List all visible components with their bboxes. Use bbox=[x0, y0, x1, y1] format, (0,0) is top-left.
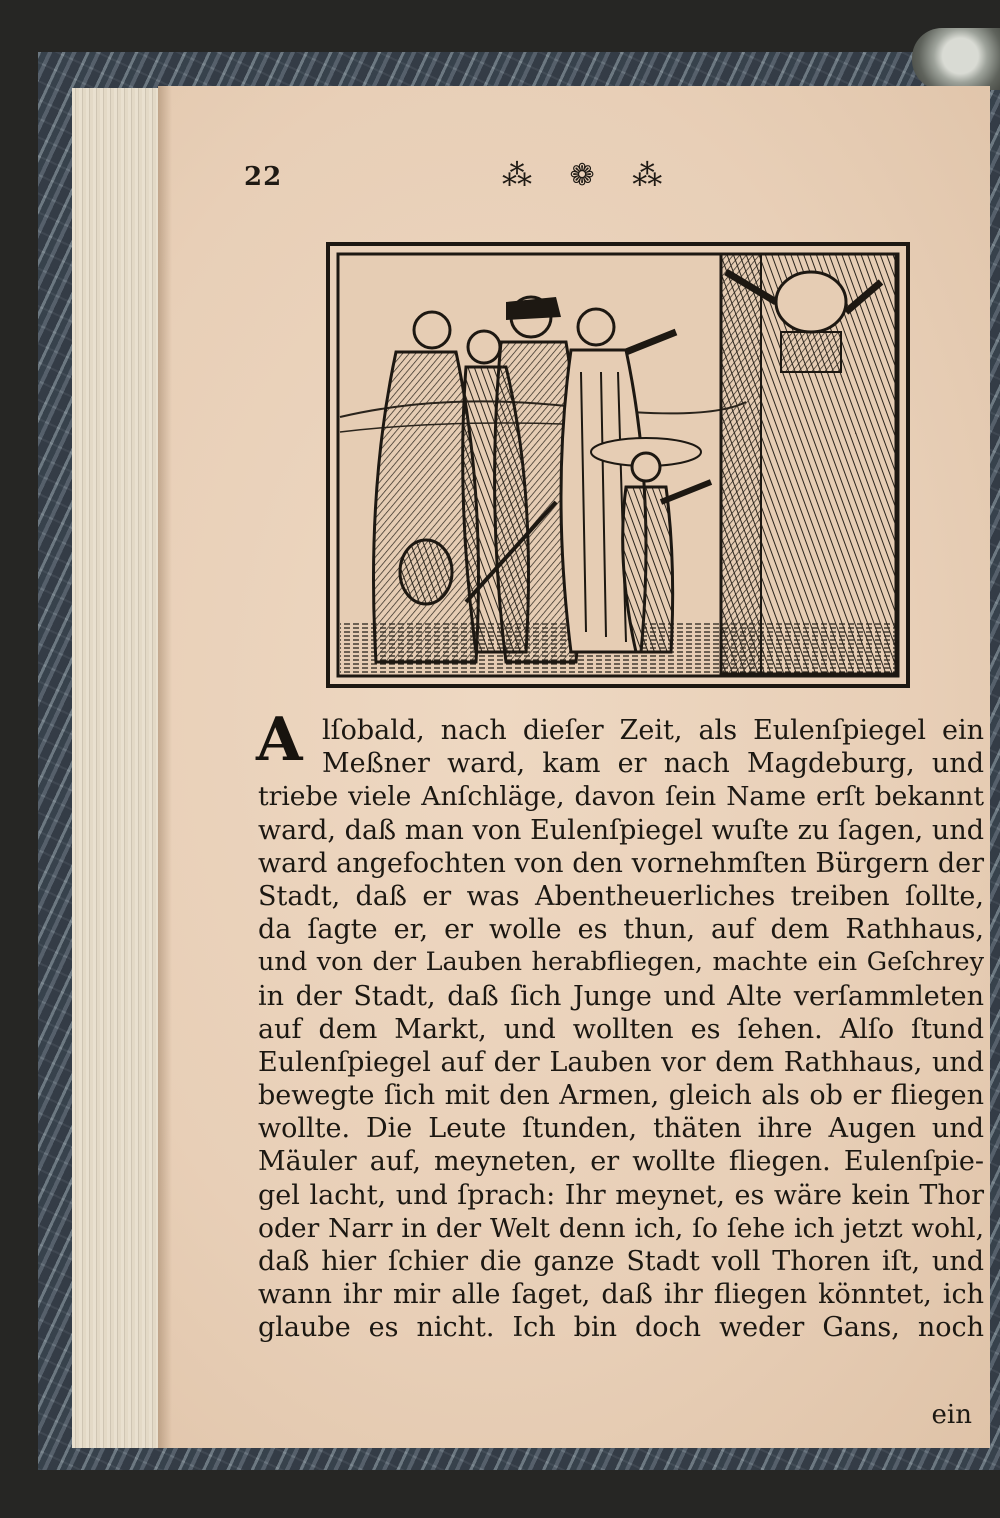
text-line: Stadt, daß er was Abentheuerliches treiben ſollte, bbox=[258, 880, 984, 912]
text-line: gel lacht, und ſprach: Ihr meynet, es wäre kein Thor bbox=[258, 1179, 984, 1211]
woodcut-illustration bbox=[326, 242, 910, 688]
header-ornament: ⁂ ❁ ⁂ bbox=[502, 158, 677, 193]
catchword: ein bbox=[931, 1400, 972, 1430]
page-edges bbox=[72, 88, 172, 1448]
text-line: bewegte ſich mit den Armen, gleich als ob er fliegen bbox=[258, 1080, 984, 1112]
text-line: wann ihr mir alle ſaget, daß ihr fliegen könntet, ich bbox=[258, 1279, 984, 1311]
text-line: glaube es nicht. Ich bin doch weder Gans, noch bbox=[258, 1312, 984, 1344]
body-text bbox=[258, 714, 984, 1345]
text-line: wollte. Die Leute ſtunden, thäten ihre Augen und bbox=[258, 1113, 984, 1145]
text-line: lſobald, nach dieſer Zeit, als Eulenſpiegel ein bbox=[322, 715, 984, 746]
book-page bbox=[158, 86, 990, 1448]
text-line: triebe viele Anſchläge, davon ſein Name erſt bekannt bbox=[258, 781, 984, 813]
drop-cap: A bbox=[256, 705, 303, 775]
text-line: und von der Lauben herabfliegen, machte ein Geſchrey bbox=[258, 947, 984, 978]
text-line: in der Stadt, daß ſich Junge und Alte verſammleten bbox=[258, 980, 984, 1012]
text-line: ward angefochten von den vornehmſten Bürgern der bbox=[258, 847, 984, 879]
text-line: daß hier ſchier die ganze Stadt voll Thoren iſt, und bbox=[258, 1246, 984, 1277]
book-clasp bbox=[912, 28, 1000, 90]
text-line: auf dem Markt, und wollten es ſehen. Alſo ſtund bbox=[258, 1013, 984, 1045]
page-header bbox=[244, 156, 844, 196]
text-line: oder Narr in der Welt denn ich, ſo ſehe ich jetzt wohl, bbox=[258, 1212, 984, 1244]
text-line: Mäuler auf, meyneten, er wollte fliegen. Eulenſpie- bbox=[258, 1146, 984, 1178]
text-line: Eulenſpiegel auf der Lauben vor dem Rathhaus, und bbox=[258, 1046, 984, 1078]
text-line: Meßner ward, kam er nach Magdeburg, und bbox=[322, 748, 984, 780]
page-number: 22 bbox=[244, 162, 283, 192]
text-line: ward, daß man von Eulenſpiegel wuſte zu ſagen, und bbox=[258, 814, 984, 846]
text-line: da ſagte er, er wolle es thun, auf dem Rathhaus, bbox=[258, 914, 984, 946]
